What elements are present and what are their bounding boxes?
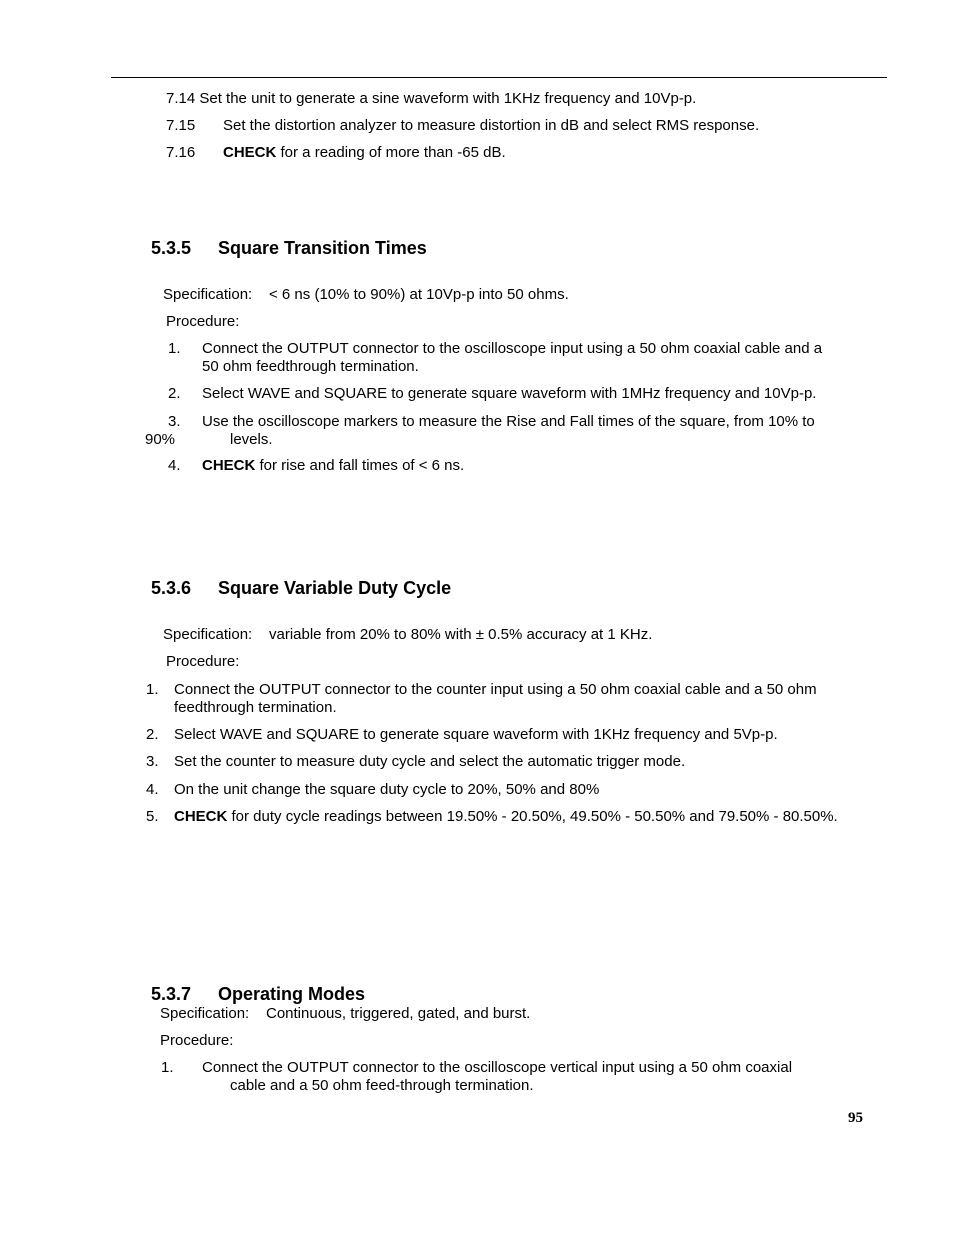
list-item-number: 1. [161, 1059, 174, 1076]
step-7-15-text: Set the distortion analyzer to measure distortion in dB and select RMS response. [223, 117, 760, 134]
list-item-continuation: 50 ohm feedthrough termination. [202, 358, 419, 375]
list-item: Set the counter to measure duty cycle and select the automatic trigger mode. [174, 753, 686, 770]
spec-label: Specification: [163, 286, 253, 303]
list-item: Connect the OUTPUT connector to the oscilloscope input using a 50 ohm coaxial cable and a [202, 340, 823, 357]
list-item-number: 5. [146, 808, 159, 825]
list-item-number: 3. [168, 413, 181, 430]
page-number: 95 [848, 1110, 863, 1126]
section-heading-5-3-7: 5.3.7 Operating Modes [151, 984, 366, 1004]
list-item-continuation: levels. [230, 431, 273, 448]
list-item-number: 4. [168, 457, 181, 474]
list-item-number: 1. [168, 340, 181, 357]
spec-label: Specification: [163, 626, 253, 643]
list-item-continuation: cable and a 50 ohm feed-through termination. [230, 1077, 534, 1094]
list-item: CHECK for rise and fall times of < 6 ns. [202, 457, 465, 474]
list-item: Use the oscilloscope markers to measure the Rise and Fall times of the square, from 10% to [202, 413, 815, 430]
step-7-15-number: 7.15 [166, 117, 196, 134]
list-item-number: 4. [146, 781, 159, 798]
list-item: Connect the OUTPUT connector to the oscilloscope vertical input using a 50 ohm coaxial [202, 1059, 793, 1076]
procedure-label: Procedure: [166, 313, 240, 330]
list-item-continuation: 90% [145, 431, 176, 448]
list-item: CHECK for duty cycle readings between 19.50% - 20.50%, 49.50% - 50.50% and 79.50% - 80.50%. [174, 808, 838, 825]
section-heading-5-3-5: 5.3.5 Square Transition Times [151, 238, 427, 258]
header-rule [111, 77, 887, 78]
list-item-continuation: feedthrough termination. [174, 699, 337, 716]
list-item: Connect the OUTPUT connector to the counter input using a 50 ohm coaxial cable and a 50 ohm [174, 681, 817, 698]
section-heading-5-3-6: 5.3.6 Square Variable Duty Cycle [151, 578, 452, 598]
list-item: Select WAVE and SQUARE to generate square waveform with 1MHz frequency and 10Vp-p. [202, 385, 817, 402]
spec-value: variable from 20% to 80% with ± 0.5% accuracy at 1 KHz. [269, 626, 653, 643]
list-item-number: 1. [146, 681, 159, 698]
step-7-16-text: CHECK for a reading of more than -65 dB. [223, 144, 506, 161]
list-item: Select WAVE and SQUARE to generate square waveform with 1KHz frequency and 5Vp-p. [174, 726, 778, 743]
step-7-16-number: 7.16 [166, 144, 196, 161]
spec-label: Specification: [160, 1005, 250, 1022]
step-7-14: 7.14 Set the unit to generate a sine waveform with 1KHz frequency and 10Vp-p. [166, 90, 697, 107]
procedure-label: Procedure: [166, 653, 240, 670]
list-item-number: 2. [168, 385, 181, 402]
list-item-number: 2. [146, 726, 159, 743]
spec-value: < 6 ns (10% to 90%) at 10Vp-p into 50 ohms. [269, 286, 569, 303]
spec-value: Continuous, triggered, gated, and burst. [266, 1005, 531, 1022]
procedure-label: Procedure: [160, 1032, 234, 1049]
list-item-number: 3. [146, 753, 159, 770]
list-item: On the unit change the square duty cycle to 20%, 50% and 80% [174, 781, 600, 798]
